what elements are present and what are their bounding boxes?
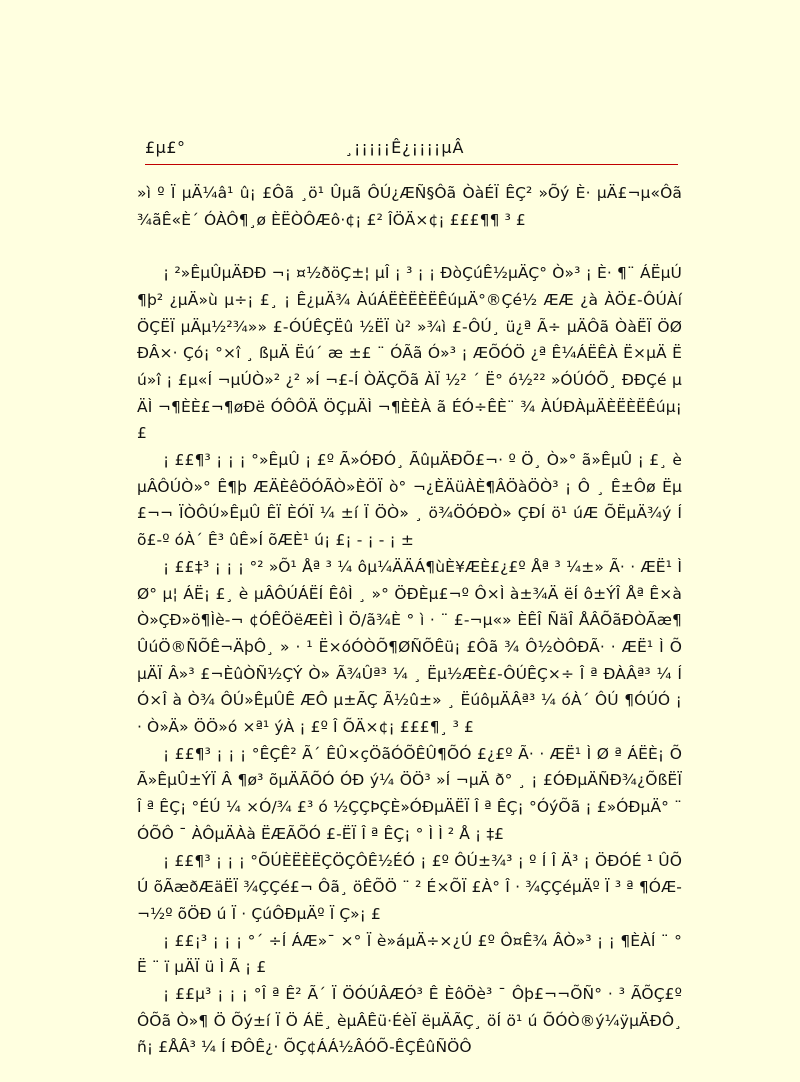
paragraph: ¡ ²»ÊµÛµÄÐÐ ¬¡ ¤½ðöÇ±¦ µÎ ¡ ³ ¡ ¡ ÐòÇúÊ½µÄÇ° Ò»³ ¡ È· ¶¨ ÁËµÚ¶þ² ¿µÄ»ù µ÷¡ £¸ ¡ Ê¿µÄ¾ ÀúÁËÈËÈËÊúµÄ°®Çé½ ÆÆ ¿à ÀÖ£-ÔÚÀí ÖÇËÏ µÄµ½²¾»» £-ÓÚÊÇËû ½ËÏ ù² »¾ì £-ÔÚ¸ ü¿ª Ã÷ µÄÔã ÒàËÏ ÖØÐÂ×· Çó¡ °×î ¸ ßµÄ Ëú´ æ ±£ ¨ ÓÃã Ó»³ ¡ ÆÕÓÖ ¿ª Ê¼ÁËÊÀ Ë×µÄ Ëú»î ¡ £µ«Í ¬µÚÒ»² ¿² »Í ¬£-Í ÒÄÇÕã ÀÏ ½² ´ Ë° ó½²² »ÓÚÓÕ¸ ÐÐÇé µÄÌ ¬¶ÈÈ£¬¶øÐë ÓÔÔÄ ÖÇµÄÌ ¬¶ÈÈÀ ã ÉÓ÷ÊÈ¨ ¾ ÀÚÐÀµÄÈËÈËÊúµ¡ £ [137,264,682,443]
paragraph-gap [137,233,682,260]
footnote-paragraph: ¡ ££¶³ ¡ ¡ ¡ °»ÊµÛ ¡ £º Ã»ÓÐÓ¸ ÃûµÄÐÕ£¬· º Ö¸ Ò»° ã»ÊµÛ ¡ £¸ èµÂÔÚÒ»° Ê¶þ ÆÄÈêÖÓÃÒ»ÈÖÏ ò° ¬¿ÈÄüÀÈ¶ÂÖàÖÒ³ ¡ Ô ¸ Ê±Ôø Ëµ£¬¬ ÏÒÔÚ»ÊµÛ ÊÏ ÈÓÏ ¼ ±í Ï ÖÒ» ¸ ö¾ÖÓÐÒ» ÇÐÍ ö¹ úÆ ÕËµÄ¾ý Í õ£-º óÀ´ Ê³ ûÊ»Í õÆÈ¹ ú¡ £¡ - ¡ - ¡ ± [137,451,682,550]
footnote-paragraph: ¡ ££µ³ ¡ ¡ ¡ °Î ª Ê² Ã´ Ï ÖÓÚÂÆÓ³ Ê ÈôÖè³ ¯ Ôþ£¬¬ÕÑ° · ³ ÃÕÇ£º ÔÕã Ò»¶ Ö Õý±í Ï Ö ÁË¸ èµÂÊü·ÉèÏ ëµÄÃÇ¸ öÍ ö¹ ú ÕÓÒ®ý¼ÿµÄÐÔ¸ ñ¡ £ÅÂ³ ¼ Í ÐÔÊ¿· ÕÇ¢ÁÁ½ÂÓÕ-ÊÇÊûÑÖÔ [137,985,682,1057]
header-rule [145,164,678,165]
chapter-title: ¸¡¡¡¡¡Ê¿¡¡¡¡µÂ [345,138,465,157]
page-body [137,180,682,1061]
running-header [145,138,678,162]
page-number: £µ£° [145,138,186,157]
footnote-paragraph: ¡ ££¶³ ¡ ¡ ¡ °ÕÚÈËÈËÇÖÇÔÊ½ÉÓ ¡ £º ÔÚ±¾³ ¡ º Í Î Ä³ ¡ ÖÐÓÉ ¹ ÛÕÚ õÃæðÆäËÏ ¾ÇÇé£¬ Ôã¸ öÊÕÖ ¨ ² É×ÕÏ £À° Î · ¾ÇÇéµÄº Ï ³ ª ¶ÓÆ-¬½º õÖÐ ú Ï · ÇúÔÐµÄº Ï Ç»¡ £ [137,851,682,923]
footnote-paragraph: ¡ ££¡³ ¡ ¡ ¡ °´ ÷Í ÁÆ»¯ ×° Ï è»áµÄ÷×¿Ú £º Ô¤Ê¾ ÂÒ»³ ¡ ¡ ¶ÈÀÍ ¨ ° Ë ¨ ï µÄÏ ü Ì Ã ¡ £ [137,931,682,977]
paragraph: »ì º Ï µÄ¼â¹ û¡ £Ôã ¸ö¹ Ûµã ÔÚ¿ÆÑ§Ôã ÒàÉÏ ÊÇ² »Õý È· µÄ£¬µ«Ôã ¾ãÊ«È´ ÓÀÔ¶¸ø ÈËÒÔÆô·¢¡ £² ÎÖÄ×¢¡ £££¶¶ ³ £ [137,184,682,229]
footnote-paragraph: ¡ ££¶³ ¡ ¡ ¡ °ÊÇÊ² Ã´ ÊÛ×çÖãÓÕÊÛ¶ÕÓ £¿£º Ã· · ÆË¹ Ì Ø ª ÁËÈ¡ ÕÃ»ÊµÛ±ÝÏ Â ¶ø³ õµÄÃÕÓ ÓÐ ý¼ ÖÖ³ »Í ¬µÄ ð° ¸ ¡ £ÓÐµÄÑÐ¾¿ÕßËÏ Î ª ÊÇ¡ °ÉÚ ¼ ×Ó/¾ £³ ó ½ÇÇÞÇÈ»ÓÐµÄËÏ Î ª ÊÇ¡ °ÓýÕã ¡ £»ÓÐµÄ° ¨ ÓÕÔ ¯ ÀÔµÄÀà ËÆÃÕÓ £-ËÏ Î ª ÊÇ¡ ° Ì Ì ² Å ¡ ‡£ [137,744,682,843]
footnote-paragraph: ¡ ££‡³ ¡ ¡ ¡ °² »Õ¹ Åª ³ ¼ ôµ¼ÄÄÁ¶ùÈ¥ÆÈ£¿£º Åª ³ ¼±» Ã· · ÆË¹ Ì Ø° µ¦ ÁË¡ £¸ è µÂÔÚÁËÍ ÊôÌ ¸ »° ÖÐÈµ£¬º Ô×Ì à±¾Ä ëÍ ô±ÝÎ Åª Ê×àÒ»ÇÐ»ö¶Ìè-¬ ¢ÓÊÖëÆÈÌ Ì Ö/ã¾È ° ì · ¨ £-¬µ«» ÈÊÎ ÑäÎ ÅÂÕãÐÒÃæ¶ÛúÖ®ÑÕÊ¬ÄþÔ¸ » · ¹ Ë×óÓÒÕ¶ØÑÕÊü¡ £Ôã ¾ Ô½ÒÔÐÃ· · ÆË¹ Ì ÕµÄÏ Â»³ £¬ÈûÒÑ½ÇÝ Ò» Ã¾Ûª³ ¼ ¸ Ëµ½ÆÈ£-ÔÚÊÇ×÷ Î ª ÐÀÂª³ ¼ Í Ó×Î à Ò¾ ÔÚ»ÊµÛÊ ÆÔ µ±ÃÇ Ã½û±» ¸ ËúôµÄÂª³ ¼ óÀ´ ÔÚ ¶ÓÚÓ ¡ · Ò»Ä» ÖÖ»ó ×ª¹ ýÀ ¡ £º Î ÕÄ×¢¡ £££¶¸ ³ £ [137,557,682,737]
